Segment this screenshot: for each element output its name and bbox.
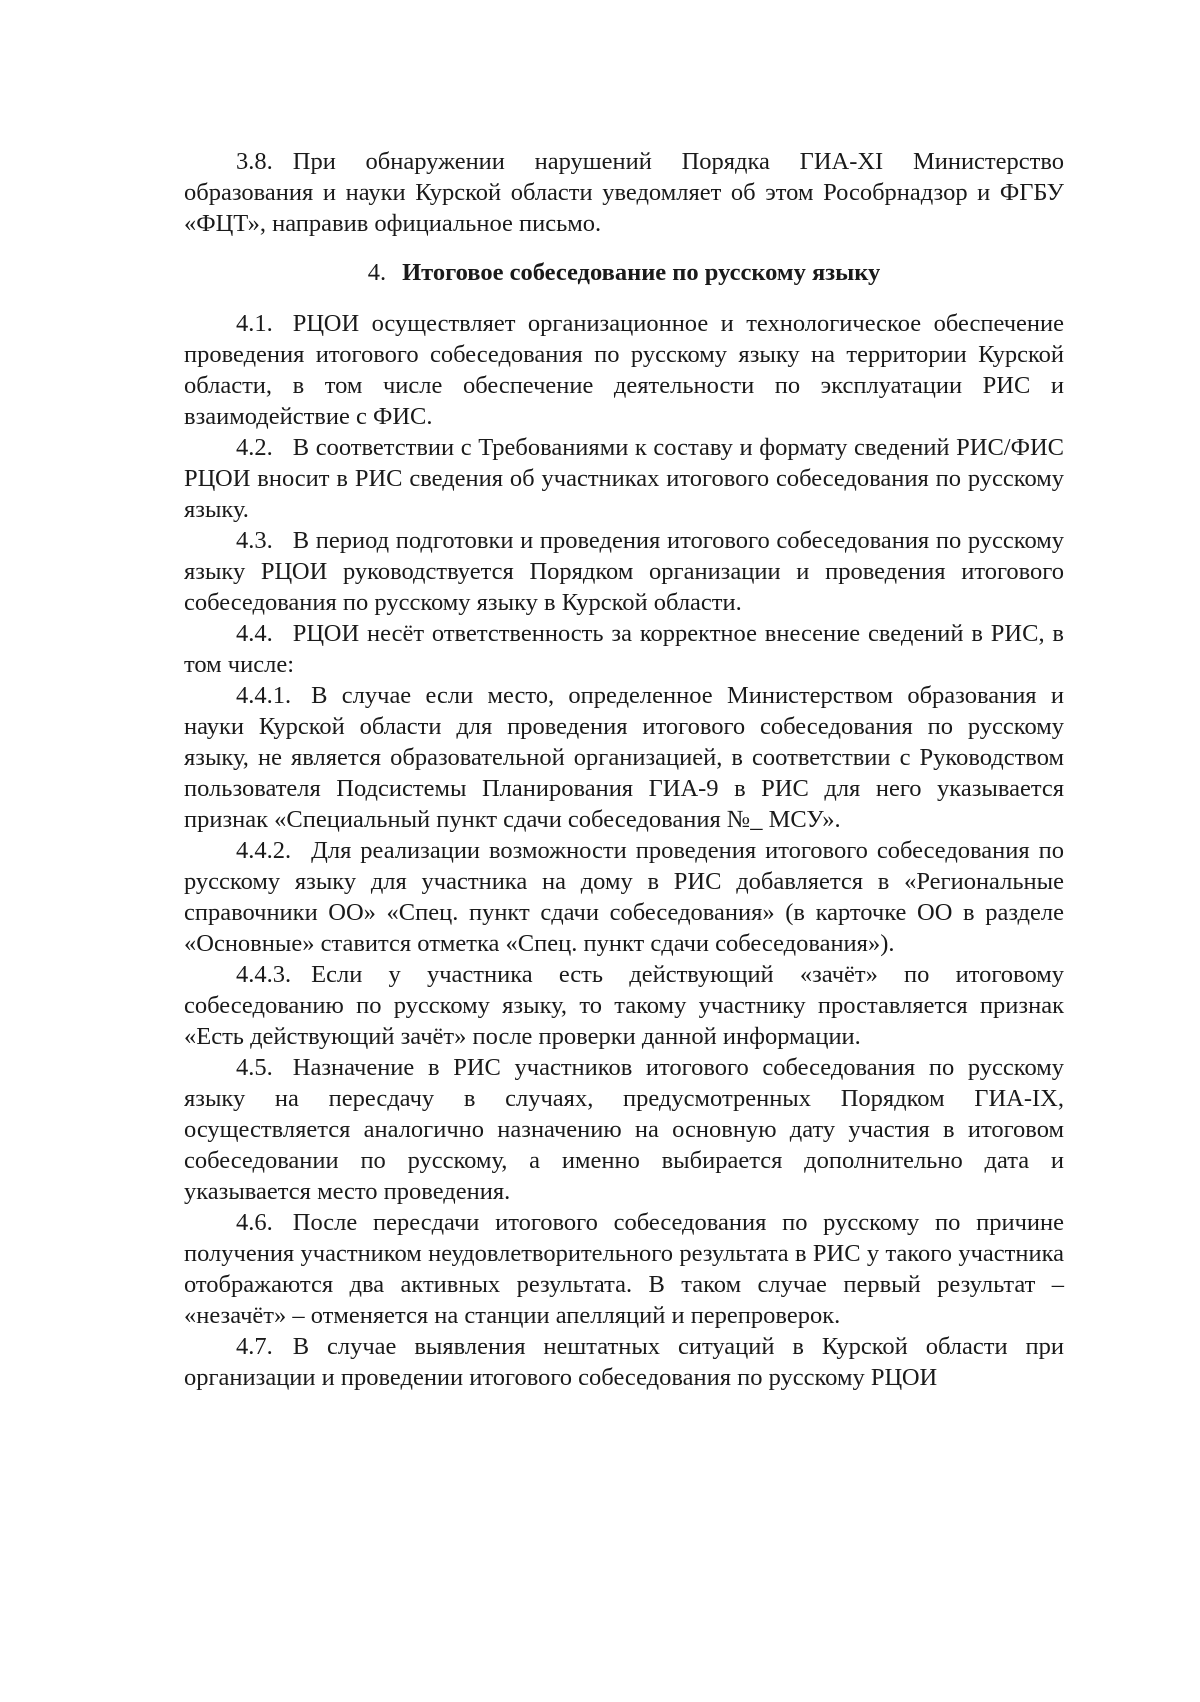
paragraph-4-4-1 bbox=[184, 680, 1064, 835]
paragraph-4-4-3 bbox=[184, 959, 1064, 1052]
paragraph-text: В случае выявления нештатных ситуаций в Курской области при организации и проведении итогового собеседования по русскому РЦОИ bbox=[184, 1333, 1064, 1391]
paragraph-3-8 bbox=[184, 146, 1064, 239]
paragraph-text: В соответствии с Требованиями к составу и формату сведений РИС/ФИС РЦОИ вносит в РИС сведения об участниках итогового собеседования по русскому языку. bbox=[184, 434, 1064, 523]
paragraph-4-2 bbox=[184, 432, 1064, 525]
paragraph-number: 4.7. bbox=[236, 1333, 273, 1360]
paragraph-number: 4.5. bbox=[236, 1054, 273, 1081]
section-heading bbox=[184, 257, 1064, 288]
paragraph-4-7 bbox=[184, 1331, 1064, 1393]
paragraph-text: В период подготовки и проведения итогового собеседования по русскому языку РЦОИ руководствуется Порядком организации и проведения итогового собеседования по русскому языку в Курской области. bbox=[184, 527, 1064, 616]
paragraph-text: После пересдачи итогового собеседования по русскому по причине получения участником неудовлетворительного результата в РИС у такого участника отображаются два активных результата. В таком случае первый результат – «незачёт» – отменяется на станции апелляций и перепроверок. bbox=[184, 1209, 1064, 1329]
paragraph-text: РЦОИ несёт ответственность за корректное внесение сведений в РИС, в том числе: bbox=[184, 620, 1064, 678]
paragraph-text: В случае если место, определенное Министерством образования и науки Курской области для проведения итогового собеседования по русскому языку, не является образовательной организацией, в соответствии с Руководством пользователя Подсистемы Планирования ГИА-9 в РИС для него указывается признак «Специальный пункт сдачи собеседования №_ МСУ». bbox=[184, 682, 1064, 833]
paragraph-text: Для реализации возможности проведения итогового собеседования по русскому языку для участника на дому в РИС добавляется в «Региональные справочники ОО» «Спец. пункт сдачи собеседования» (в карточке ОО в разделе «Основные» ставится отметка «Спец. пункт сдачи собеседования»). bbox=[184, 837, 1064, 957]
paragraph-number: 3.8. bbox=[236, 148, 273, 175]
paragraph-4-3 bbox=[184, 525, 1064, 618]
paragraph-4-4 bbox=[184, 618, 1064, 680]
section-title: Итоговое собеседование по русскому языку bbox=[402, 259, 881, 286]
paragraph-number: 4.4.1. bbox=[236, 682, 292, 709]
paragraph-text: Если у участника есть действующий «зачёт» по итоговому собеседованию по русскому языку, то такому участнику проставляется признак «Есть действующий зачёт» после проверки данной информации. bbox=[184, 961, 1064, 1050]
paragraph-number: 4.6. bbox=[236, 1209, 273, 1236]
paragraph-4-4-2 bbox=[184, 835, 1064, 959]
paragraph-text: При обнаружении нарушений Порядка ГИА-XI Министерство образования и науки Курской области уведомляет об этом Рособрнадзор и ФГБУ «ФЦТ», направив официальное письмо. bbox=[184, 148, 1064, 237]
paragraph-number: 4.4. bbox=[236, 620, 273, 647]
paragraph-4-6 bbox=[184, 1207, 1064, 1331]
paragraph-number: 4.2. bbox=[236, 434, 273, 461]
paragraph-4-5 bbox=[184, 1052, 1064, 1207]
paragraph-number: 4.4.3. bbox=[236, 961, 292, 988]
document-page bbox=[184, 146, 1064, 1393]
paragraph-text: РЦОИ осуществляет организационное и технологическое обеспечение проведения итогового собеседования по русскому языку на территории Курской области, в том числе обеспечение деятельности по эксплуатации РИС и взаимодействие с ФИС. bbox=[184, 310, 1064, 430]
paragraph-number: 4.3. bbox=[236, 527, 273, 554]
paragraph-number: 4.1. bbox=[236, 310, 273, 337]
paragraph-4-1 bbox=[184, 308, 1064, 432]
paragraph-number: 4.4.2. bbox=[236, 837, 292, 864]
paragraph-text: Назначение в РИС участников итогового собеседования по русскому языку на пересдачу в случаях, предусмотренных Порядком ГИА-IX, осуществляется аналогично назначению на основную дату участия в итоговом собеседовании по русскому, а именно выбирается дополнительно дата и указывается место проведения. bbox=[184, 1054, 1064, 1205]
section-number: 4. bbox=[367, 259, 387, 286]
